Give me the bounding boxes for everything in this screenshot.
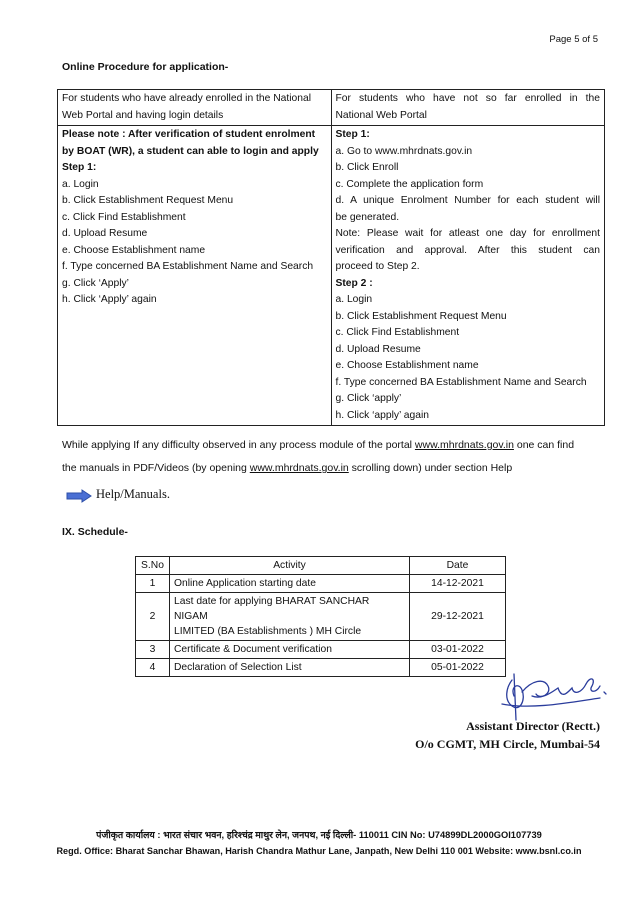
right-step1-item: be generated.	[335, 211, 400, 223]
row-sno: 3	[136, 641, 170, 659]
row-date: 05-01-2022	[410, 659, 506, 677]
schedule-row	[136, 659, 506, 677]
help-text: scrolling down) under section Help	[348, 462, 513, 474]
signatory-title: Assistant Director (Rectt.)	[466, 719, 600, 733]
procedure-body-row	[58, 126, 605, 426]
left-note-line: by BOAT (WR), a student can able to login and apply	[62, 145, 319, 157]
right-step2-item: e. Choose Establishment name	[335, 360, 479, 371]
left-step-item: b. Click Establishment Request Menu	[62, 195, 234, 206]
schedule-row	[136, 641, 506, 659]
signatory-office: O/o CGMT, MH Circle, Mumbai-54	[415, 737, 600, 751]
right-step2-item: g. Click ‘apply’	[335, 393, 402, 404]
right-step1-label: Step 1:	[335, 129, 370, 140]
row-activity: Certificate & Document verification	[170, 641, 410, 659]
portal-link[interactable]: www.mhrdnats.gov.in	[249, 462, 349, 474]
footer-hindi-address: पंजीकृत कार्यालय : भारत संचार भवन, हरिश्चंद्र माथुर लेन, जनपथ, नई दिल्ली- 110011 CIN No: U74899DL2000GOI107739	[96, 830, 542, 840]
left-step-item: a. Login	[62, 178, 99, 190]
right-header-cell	[331, 90, 605, 126]
right-step1-item: a. Go to www.mhrdnats.gov.in	[335, 145, 473, 157]
left-step-item: e. Choose Establishment name	[62, 244, 206, 256]
left-note-line: Please note : After verification of student enrolment	[62, 129, 316, 140]
row-activity-line: LIMITED (BA Establishments ) MH Circle	[174, 626, 362, 637]
schedule-table	[135, 556, 506, 677]
row-date: 14-12-2021	[410, 575, 506, 593]
right-step2-item: b. Click Establishment Request Menu	[335, 310, 507, 322]
right-header-line: For students who have not so far enrolled in the	[335, 93, 600, 104]
help-text: the manuals in PDF/Videos (by opening	[62, 462, 250, 474]
right-steps-cell	[331, 126, 605, 426]
procedure-table	[57, 89, 605, 426]
portal-link[interactable]: www.mhrdnats.gov.in	[414, 439, 514, 451]
row-activity: Online Application starting date	[170, 575, 410, 593]
right-step1-item: proceed to Step 2.	[335, 261, 420, 272]
right-step1-item: verification and approval. After this student can	[335, 244, 600, 256]
help-manuals-label: Help/Manuals.	[96, 487, 170, 501]
right-step1-item: d. A unique Enrolment Number for each student will	[335, 195, 600, 206]
row-date: 29-12-2021	[410, 593, 506, 641]
help-text: one can find	[513, 439, 575, 451]
left-step-item: f. Type concerned BA Establishment Name and Search	[62, 261, 314, 272]
help-text: While applying If any difficulty observed in any process module of the portal	[62, 439, 415, 451]
right-step1-item: b. Click Enroll	[335, 162, 399, 173]
signature-icon	[492, 670, 612, 722]
header-sno: S.No	[136, 557, 170, 575]
row-sno: 1	[136, 575, 170, 593]
procedure-heading: Online Procedure for application-	[62, 61, 229, 73]
right-step2-item: a. Login	[335, 294, 373, 305]
row-date: 03-01-2022	[410, 641, 506, 659]
left-step-label: Step 1:	[62, 162, 97, 173]
procedure-header-row	[58, 90, 605, 126]
schedule-header-row	[136, 557, 506, 575]
right-step2-item: d. Upload Resume	[335, 343, 421, 355]
help-paragraph-line-1	[62, 437, 607, 453]
left-step-item: g. Click ‘Apply’	[62, 277, 129, 289]
row-sno: 2	[136, 593, 170, 641]
left-header-line: For students who have already enrolled in the National	[62, 93, 311, 104]
right-step2-item: c. Click Find Establishment	[335, 327, 460, 338]
schedule-heading: IX. Schedule-	[62, 526, 128, 538]
footer-english-address: Regd. Office: Bharat Sanchar Bhawan, Harish Chandra Mathur Lane, Janpath, New Delhi 110 001 Website: www.bsnl.co.in	[56, 846, 582, 856]
help-paragraph-line-2	[62, 460, 607, 476]
schedule-row	[136, 593, 506, 641]
right-step2-label: Step 2 :	[335, 277, 373, 289]
right-header-line: National Web Portal	[335, 109, 427, 121]
header-activity: Activity	[170, 557, 410, 575]
right-step2-item: h. Click ‘apply’ again	[335, 409, 429, 421]
page-number: Page 5 of 5	[549, 34, 598, 45]
left-step-item: c. Click Find Establishment	[62, 211, 186, 223]
header-date: Date	[410, 557, 506, 575]
left-header-cell	[58, 90, 332, 126]
right-step1-item: Note: Please wait for atleast one day for enrollment	[335, 228, 600, 239]
row-activity-line: Last date for applying BHARAT SANCHAR NIGAM	[174, 596, 370, 622]
right-step2-item: f. Type concerned BA Establishment Name and Search	[335, 376, 587, 388]
right-step1-item: c. Complete the application form	[335, 178, 484, 190]
row-activity	[170, 593, 410, 641]
left-steps-cell	[58, 126, 332, 426]
left-header-line: Web Portal and having login details	[62, 109, 224, 121]
row-sno: 4	[136, 659, 170, 677]
left-step-item: d. Upload Resume	[62, 228, 148, 239]
right-arrow-icon	[66, 489, 92, 503]
schedule-row	[136, 575, 506, 593]
row-activity: Declaration of Selection List	[170, 659, 410, 677]
left-step-item: h. Click ‘Apply’ again	[62, 294, 157, 305]
